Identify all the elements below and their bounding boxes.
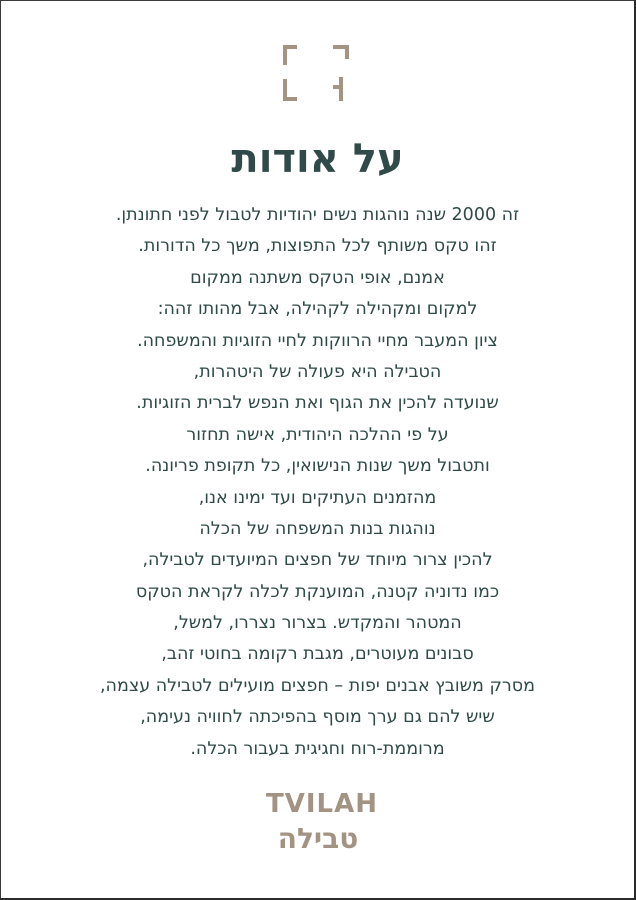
brand-logo [266,787,378,859]
body-line: שיש להם גם ערך מוסף בהפיכתה לחוויה נעימה, [140,707,495,728]
body-line: המטהר והמקדש. בצרור נצררו, למשל, [173,613,462,634]
body-line: ציון המעבר מחיי הרווקות לחיי הזוגיות והמשפחה. [137,330,498,351]
brand-latin-wordmark: TVILAH [266,789,378,819]
body-paragraph [21,200,614,765]
body-line: למקום ומקהילה לקהילה, אבל מהותו זהה: [157,299,478,320]
body-line: מהזמנים העתיקים ועד ימינו אנו, [198,487,437,508]
body-line: ותטבול משך שנות הנישואין, כל תקופת פריונה. [145,456,490,477]
body-line: הטבילה היא פעולה של היטהרות, [193,361,442,382]
body-line: שנועדה להכין את הגוף ואת הנפש לברית הזוגיות. [136,393,499,414]
body-line: על פי ההלכה היהודית, אישה תחזור [186,424,449,445]
body-line: כמו נדוניה קטנה, המוענקת לכלה לקראת הטקס [135,581,500,602]
page-title: על אודות [231,136,404,182]
body-line: סבונים מעוטרים, מגבת רקומה בחוטי זהב, [161,644,474,665]
body-line: מסרק משובץ אבנים יפות – חפצים מועילים לטבילה עצמה, [99,675,536,696]
body-line: מרוממת-רוח וחגיגית בעבור הכלה. [190,738,445,759]
body-line: זהו טקס משותף לכל התפוצות, משך כל הדורות. [138,236,497,257]
body-line: נוהגות בנות המשפחה של הכלה [199,518,436,539]
body-line: להכין צרור מיוחד של חפצים המיועדים לטבילה, [142,550,493,571]
tvilah-monogram-icon [271,41,361,107]
brand-hebrew-wordmark: טבילה [277,822,359,855]
body-line: אמנם, אופי הטקס משתנה ממקום [190,267,445,288]
body-line: זה 2000 שנה נוהגות נשים יהודיות לטבול לפני חתונתן. [115,205,520,225]
